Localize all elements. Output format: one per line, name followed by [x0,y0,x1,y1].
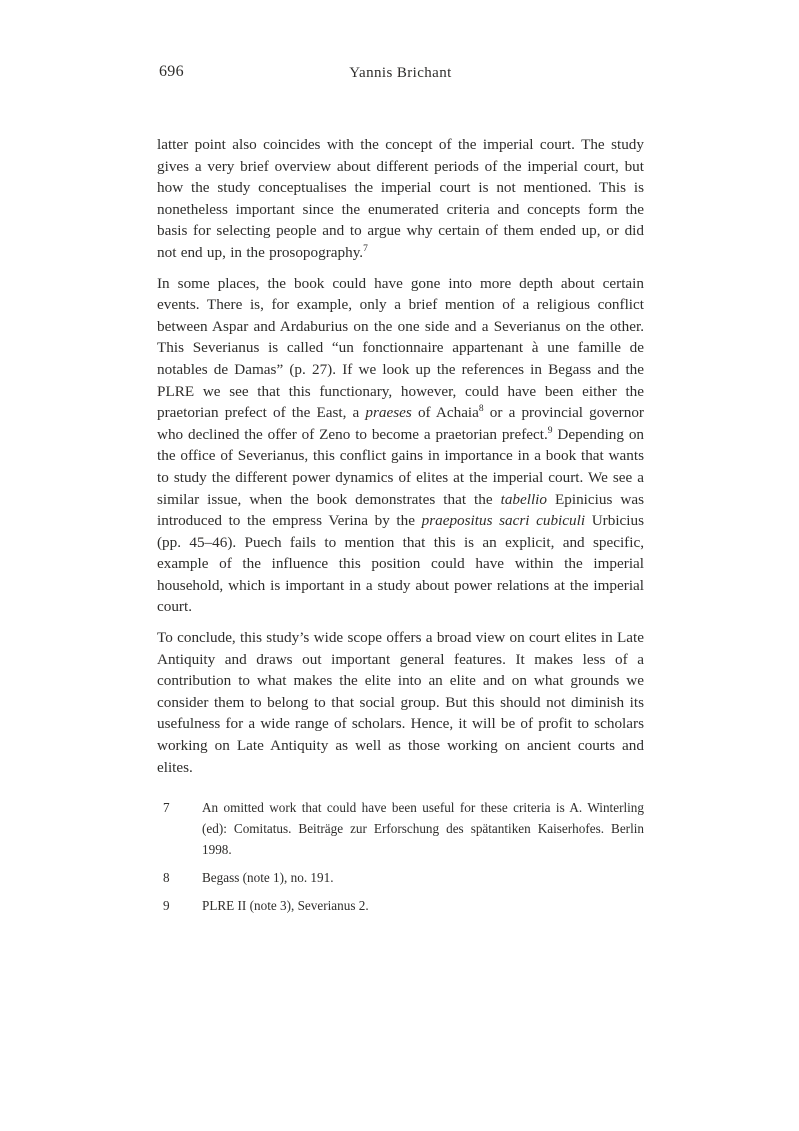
footnote-reference: 7 [363,243,368,254]
footnote-number: 9 [163,898,170,913]
footnote-text: An omitted work that could have been useful for these criteria is A. Winterling (ed): Comitatus. Beiträge zur Erforschung des spätantiken Kaiserhofes. Berlin 1998. [202,800,644,857]
text-run: In some places, the book could have gone into more depth about certain events. There is, for example, only a brief mention of a religious conflict between Aspar and Ardaburius on the one side and a Severianus on the other. This Severianus is called “un fonctionnaire appartenant à une famille de notables de Damas” (p. 27). If we look up the references in Begass and the PLRE we see that this functionary, however, could have been either the praetorian prefect of the East, a [157,274,644,422]
footnote-text: Begass (note 1), no. 191. [202,870,334,885]
text-run: or a provincial governor who declined the offer of Zeno to become a praetorian prefect. [157,404,644,443]
text-run: Epinicius was introduced to the empress Verina by the [157,490,644,530]
footnote-number: 7 [163,800,170,815]
running-head-author: Yannis Brichant [349,65,452,81]
footnote-text: PLRE II (note 3), Severianus 2. [202,898,369,913]
paragraph [157,627,644,778]
italic-text: praepositus sacri cubiculi [421,512,586,530]
paragraph [157,273,644,619]
footnote-reference: 8 [478,404,484,415]
text-run: of Achaia [411,404,479,422]
body-text [157,134,644,787]
text-run: latter point also coincides with the concept of the imperial court. The study gives a very brief overview about different periods of the imperial court, but how the study conceptualises the imperial court is not mentioned. This is nonetheless important since the enumerated criteria and concepts form the basis for selecting people and to argue why certain of them ended up, or did not end up, in the prosopography. [157,136,644,261]
text-run: Urbicius (pp. 45–46). Puech fails to mention that this is an explicit, and specific, example of the influence this position could have within the imperial household, which is important in a study about power relations at the imperial court. [157,512,644,616]
footnote-item [157,797,644,860]
text-run: To conclude, this study’s wide scope offers a broad view on court elites in Late Antiquity and draws out important general features. It makes less of a contribution to what makes the elite into an elite and on what grounds we consider them to belong to that social group. But this should not diminish its usefulness for a wide range of scholars. Hence, it will be of profit to scholars working on Late Antiquity as well as those working on ancient courts and elites. [157,629,644,776]
italic-text: praeses [365,404,412,422]
paragraph [157,134,644,264]
footnote-item [157,867,644,888]
text-run: Depending on the office of Severianus, this conflict gains in importance in a book that wants to study the different power dynamics of elites at the imperial court. We see a similar issue, when the book demonstrates that the [157,425,645,508]
footnote-item [157,895,644,916]
footnote-number: 8 [163,870,170,885]
page-number: 696 [159,63,184,80]
running-header [157,63,644,85]
footnotes [157,797,644,923]
italic-text: tabellio [500,490,547,508]
footnote-reference: 9 [547,425,553,436]
